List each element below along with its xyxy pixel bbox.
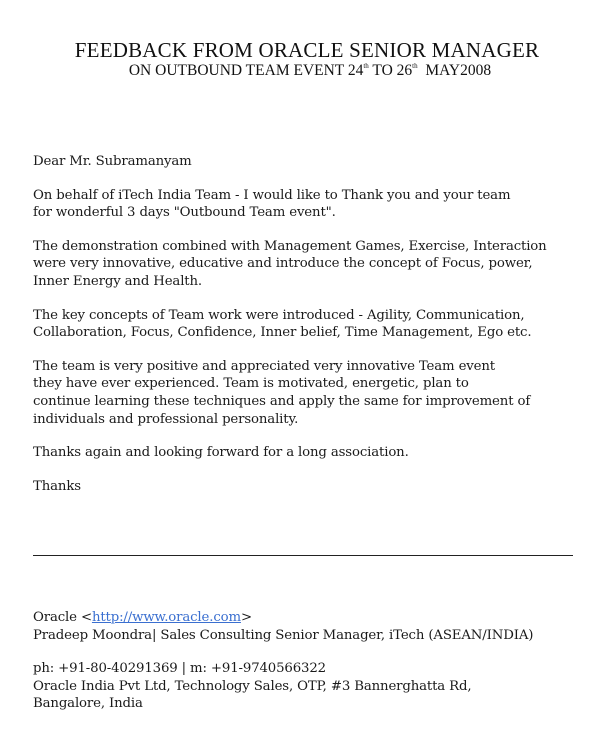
- company-line: [33, 609, 600, 627]
- paragraph-line: they have ever experienced. Team is motivated, energetic, plan to: [33, 376, 469, 392]
- paragraph-line: were very innovative, educative and introduce the concept of Focus, power,: [33, 256, 533, 272]
- address-line: Bangalore, India: [33, 696, 143, 712]
- link-bracket: <: [80, 610, 92, 625]
- paragraph-line: Thanks again and looking forward for a long association.: [33, 445, 409, 461]
- paragraph-line: Collaboration, Focus, Confidence, Inner belief, Time Management, Ego etc.: [33, 325, 532, 341]
- letter-body: [33, 153, 600, 495]
- address-line: Oracle India Pvt Ltd, Technology Sales, OTP, #3 Bannerghatta Rd,: [33, 678, 472, 694]
- link-bracket: >: [240, 610, 252, 625]
- paragraph-line: The key concepts of Team work were introduced - Agility, Communication,: [33, 307, 525, 323]
- paragraph-line: Inner Energy and Health.: [33, 273, 202, 289]
- document-title: FEEDBACK FROM ORACLE SENIOR MANAGER: [74, 38, 540, 62]
- signature-block: [33, 609, 600, 713]
- closing: Thanks: [33, 478, 81, 494]
- name-title: Pradeep Moondra| Sales Consulting Senior Manager, iTech (ASEAN/INDIA): [33, 627, 534, 643]
- oracle-website-link[interactable]: http://www.oracle.com: [91, 610, 241, 625]
- company-name: Oracle: [33, 610, 81, 625]
- phone-line: ph: +91-80-40291369 | m: +91-9740566322: [33, 661, 326, 677]
- subtitle-text: TO 26: [368, 62, 413, 79]
- superscript-th: th: [363, 62, 369, 70]
- paragraph-line: continue learning these techniques and apply the same for improvement of: [33, 393, 531, 409]
- paragraph-line: On behalf of iTech India Team - I would like to Thank you and your team: [33, 187, 511, 203]
- document-subtitle: [20, 62, 600, 80]
- signature-divider: [33, 555, 573, 556]
- paragraph-line: The demonstration combined with Management Games, Exercise, Interaction: [33, 238, 547, 254]
- subtitle-text: ON OUTBOUND TEAM EVENT 24: [128, 62, 364, 79]
- paragraph-line: individuals and professional personality.: [33, 411, 299, 427]
- salutation: Dear Mr. Subramanyam: [33, 154, 192, 169]
- subtitle-text: MAY2008: [417, 62, 492, 79]
- paragraph-line: The team is very positive and appreciated very innovative Team event: [33, 358, 495, 374]
- paragraph-line: for wonderful 3 days "Outbound Team event".: [33, 205, 336, 221]
- superscript-th: th: [412, 62, 418, 70]
- document-header: [0, 38, 600, 80]
